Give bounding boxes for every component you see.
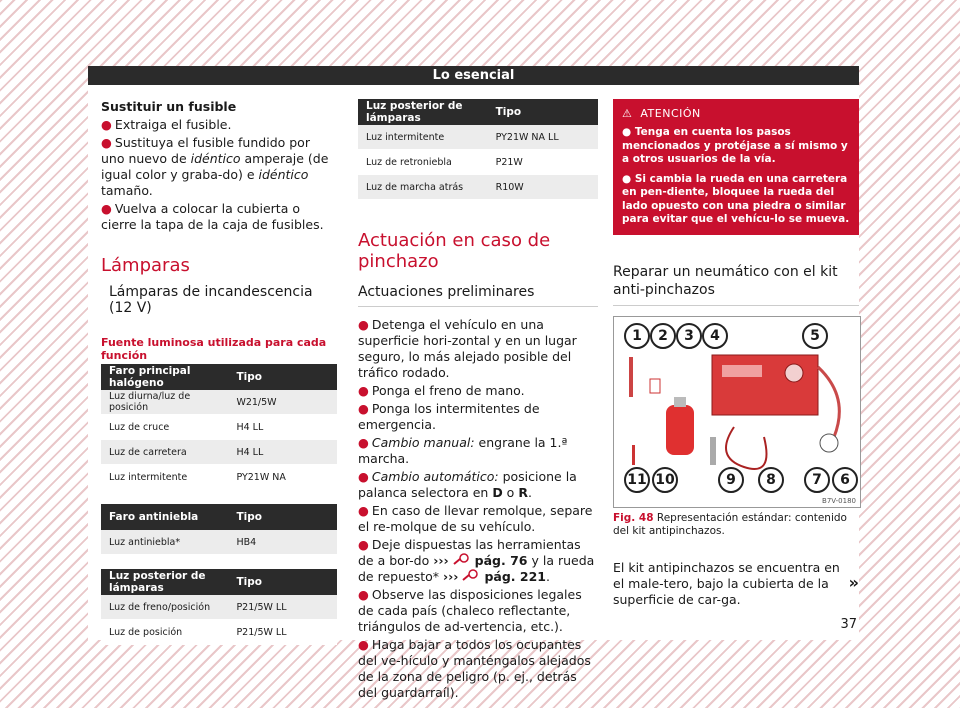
table-cell: Luz de marcha atrás bbox=[358, 175, 488, 200]
table-cell: H4 LL bbox=[228, 415, 337, 440]
figure-caption bbox=[613, 512, 859, 538]
table-cell: Luz de freno/posición bbox=[101, 595, 228, 620]
warning-box bbox=[613, 99, 859, 235]
lamps-title: Lámparas bbox=[101, 255, 190, 276]
kit-figure bbox=[613, 316, 861, 508]
puncture-step-text: Detenga el vehículo en una superficie hori-zontal y en un lugar seguro, lo más alejado posible del tráfico rodado. bbox=[358, 317, 577, 380]
table-headlight bbox=[101, 364, 337, 490]
puncture-step-text: engrane la 1.ª marcha. bbox=[358, 435, 568, 466]
puncture-emph: Cambio manual: bbox=[371, 435, 475, 450]
table-header: Faro antiniebla bbox=[101, 504, 228, 530]
continue-mark: » bbox=[848, 573, 859, 592]
fuse-title: Sustituir un fusible bbox=[101, 99, 237, 114]
table-row bbox=[358, 125, 598, 150]
figure-label: Fig. 48 bbox=[613, 511, 654, 524]
puncture-subtitle: Actuaciones preliminares bbox=[358, 284, 535, 300]
lamps-subtitle: Lámparas de incandescencia (12 V) bbox=[109, 284, 313, 316]
figure-callout: 10 bbox=[652, 467, 678, 493]
table-cell: P21/5W LL bbox=[228, 620, 337, 645]
fuse-step-1 bbox=[101, 117, 337, 133]
table-header: Tipo bbox=[228, 504, 337, 530]
table-cell: Luz de carretera bbox=[101, 440, 228, 465]
puncture-title: Actuación en caso de pinchazo bbox=[358, 230, 551, 272]
figure-callout: 8 bbox=[758, 467, 784, 493]
table-header: Luz posterior de lámparas bbox=[101, 569, 228, 595]
table-header: Faro principal halógeno bbox=[101, 364, 228, 390]
column-middle bbox=[358, 85, 598, 703]
fuse-step-3 bbox=[101, 201, 337, 233]
fuse-step-2-text-a: Sustituya el fusible fundido por uno nuevo de bbox=[101, 135, 310, 166]
page-body bbox=[88, 85, 859, 700]
header-title: Lo esencial bbox=[432, 68, 515, 83]
bullet: ● bbox=[358, 637, 369, 652]
figure-code: B7V-0180 bbox=[822, 496, 856, 505]
figure-caption-text: Representación estándar: contenido del kit antipinchazos. bbox=[613, 511, 847, 537]
puncture-step bbox=[358, 537, 598, 585]
table-cell: R10W bbox=[488, 175, 598, 200]
page-number: 37 bbox=[840, 617, 857, 632]
table-cell: Luz de cruce bbox=[101, 415, 228, 440]
warning-header bbox=[622, 107, 851, 120]
column-left bbox=[101, 85, 337, 645]
table-header: Tipo bbox=[228, 569, 337, 595]
puncture-step-text: . bbox=[527, 485, 532, 500]
puncture-step-text: Observe las disposiciones legales de cada país (chaleco reflectante, triángulos de ad-vertencia, etc.). bbox=[358, 587, 582, 634]
figure-callout: 9 bbox=[718, 467, 744, 493]
table-row bbox=[358, 175, 598, 200]
bullet: ● bbox=[358, 317, 369, 332]
fuse-step-2 bbox=[101, 135, 337, 199]
arrow-ref-icon: ››› bbox=[443, 569, 459, 584]
bullet: ● bbox=[358, 383, 369, 398]
bullet: ● bbox=[101, 135, 112, 150]
figure-callout: 7 bbox=[804, 467, 830, 493]
fuse-step-2-emph-1: idéntico bbox=[190, 151, 241, 166]
table-row bbox=[358, 150, 598, 175]
puncture-step bbox=[358, 383, 598, 399]
wrench-magnifier-icon bbox=[453, 553, 471, 565]
table-cell: H4 LL bbox=[228, 440, 337, 465]
divider bbox=[358, 306, 598, 307]
table-cell: P21W bbox=[488, 150, 598, 175]
table-header: Luz posterior de lámparas bbox=[358, 99, 488, 125]
table-cell: HB4 bbox=[228, 530, 337, 555]
puncture-step bbox=[358, 435, 598, 467]
page-header bbox=[88, 66, 859, 86]
figure-callout: 11 bbox=[624, 467, 650, 493]
fuse-step-2-text-e: tamaño. bbox=[101, 183, 153, 198]
kit-text: El kit antipinchazos se encuentra en el male-tero, bajo la cubierta de la superficie de car-ga. bbox=[613, 559, 840, 607]
table-cell: Luz intermitente bbox=[358, 125, 488, 150]
column-right bbox=[613, 85, 859, 610]
figure-callout: 4 bbox=[702, 323, 728, 349]
puncture-emph: Cambio automático: bbox=[371, 469, 499, 484]
puncture-step-text: posicione la palanca selectora en bbox=[358, 469, 577, 500]
figure-callout: 2 bbox=[650, 323, 676, 349]
arrow-ref-icon: ››› bbox=[433, 553, 449, 568]
bullet: ● bbox=[358, 435, 369, 450]
table-row bbox=[101, 415, 337, 440]
warning-triangle-icon: ⚠ bbox=[622, 107, 633, 120]
bullet: ● bbox=[358, 469, 369, 484]
puncture-step bbox=[358, 503, 598, 535]
bullet: ● bbox=[358, 587, 369, 602]
puncture-step-text: Ponga el freno de mano. bbox=[371, 383, 525, 398]
table-cell: Luz antiniebla* bbox=[101, 530, 228, 555]
bullet: ● bbox=[101, 117, 112, 132]
warning-item: ● Si cambia la rueda en una carretera en pen-diente, bloquee la rueda del lado opuesto con una piedra o similar para evitar que el vehícu-lo se mueva. bbox=[622, 172, 850, 225]
table-cell: Luz de retroniebla bbox=[358, 150, 488, 175]
warning-title: ATENCIÓN bbox=[640, 107, 701, 120]
table-cell: P21/5W LL bbox=[228, 595, 337, 620]
bullet: ● bbox=[358, 401, 369, 416]
puncture-step bbox=[358, 317, 598, 381]
puncture-step-text: y la rueda de repuesto* bbox=[358, 553, 595, 584]
gear-letter: D bbox=[492, 485, 503, 500]
wrench-magnifier-icon bbox=[462, 569, 480, 581]
figure-callout: 6 bbox=[832, 467, 858, 493]
table-row bbox=[101, 620, 337, 645]
fuse-step-3-text: Vuelva a colocar la cubierta o cierre la tapa de la caja de fusibles. bbox=[101, 201, 324, 232]
table-row bbox=[101, 390, 337, 415]
figure-callout: 5 bbox=[802, 323, 828, 349]
table-row bbox=[101, 440, 337, 465]
fuse-step-2-text-c: amperaje (de igual color y graba-do) e bbox=[101, 151, 329, 182]
table-cell: Luz intermitente bbox=[101, 465, 228, 490]
page-ref-link[interactable]: pág. 221 bbox=[484, 569, 546, 584]
table-cell: Luz de posición bbox=[101, 620, 228, 645]
warning-item-text: Si cambia la rueda en una carretera en pen-diente, bloquee la rueda del lado opuesto con una piedra o similar para evitar que el vehícu-lo se mueva. bbox=[622, 172, 850, 225]
table-cell: PY21W NA bbox=[228, 465, 337, 490]
fuse-step-2-emph-2: idéntico bbox=[258, 167, 309, 182]
table-row bbox=[101, 595, 337, 620]
table-fog bbox=[101, 504, 337, 555]
table-rear-1 bbox=[101, 569, 337, 645]
bullet: ● bbox=[358, 503, 369, 518]
fuse-step-1-text: Extraiga el fusible. bbox=[114, 117, 232, 132]
puncture-step-text: Deje dispuestas las herramientas de a bor-do bbox=[358, 537, 581, 568]
puncture-step bbox=[358, 401, 598, 433]
table-header: Tipo bbox=[488, 99, 598, 125]
table-row bbox=[101, 530, 337, 555]
puncture-step bbox=[358, 587, 598, 635]
lamps-table-caption: Fuente luminosa utilizada para cada función bbox=[101, 336, 327, 362]
divider bbox=[613, 305, 859, 306]
table-row bbox=[101, 465, 337, 490]
page-ref-link[interactable]: pág. 76 bbox=[474, 553, 528, 568]
table-cell: PY21W NA LL bbox=[488, 125, 598, 150]
bullet: ● bbox=[101, 201, 112, 216]
puncture-step bbox=[358, 637, 598, 701]
warning-item-text: Tenga en cuenta los pasos mencionados y protéjase a sí mismo y a otros usuarios de la vía. bbox=[622, 126, 848, 165]
bullet: ● bbox=[358, 537, 369, 552]
puncture-step bbox=[358, 469, 598, 501]
table-header: Tipo bbox=[228, 364, 337, 390]
figure-callout: 1 bbox=[624, 323, 650, 349]
puncture-step-text: Haga bajar a todos los ocupantes del ve-hículo y manténgalos alejados de la zona de peligro (p. ej., detrás del guardarraíl). bbox=[358, 637, 591, 700]
gear-letter: R bbox=[518, 485, 528, 500]
puncture-step-text: Ponga los intermitentes de emergencia. bbox=[358, 401, 540, 432]
puncture-step-text: o bbox=[502, 485, 519, 500]
puncture-step-text: . bbox=[545, 569, 550, 584]
figure-callout: 3 bbox=[676, 323, 702, 349]
kit-title: Reparar un neumático con el kit anti-pinchazos bbox=[613, 263, 838, 298]
warning-item: ● Tenga en cuenta los pasos mencionados y protéjase a sí mismo y a otros usuarios de la vía. bbox=[622, 126, 848, 165]
puncture-step-text: En caso de llevar remolque, separe el re-molque de su vehículo. bbox=[358, 503, 593, 534]
table-rear-2 bbox=[358, 99, 598, 200]
table-cell: W21/5W bbox=[228, 390, 337, 415]
table-cell: Luz diurna/luz de posición bbox=[101, 390, 228, 415]
